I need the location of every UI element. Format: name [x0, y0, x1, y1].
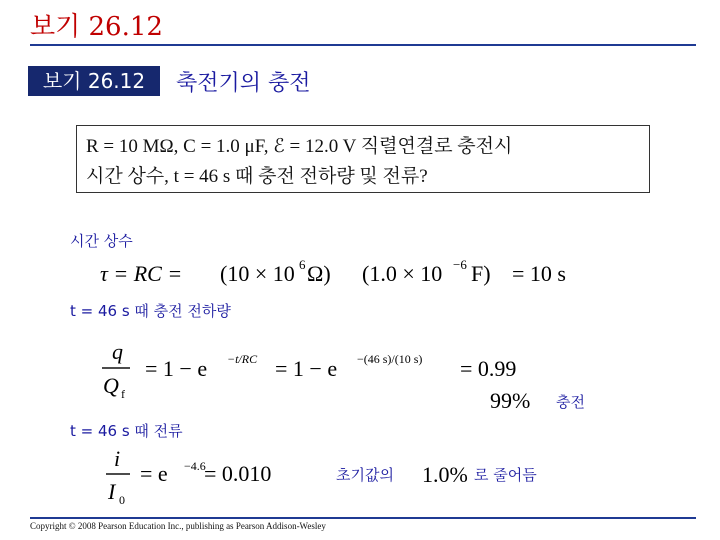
charge-percent	[490, 386, 560, 416]
tau-c-unit: F)	[471, 261, 491, 286]
problem-line-2: 시간 상수, t = 46 s 때 충전 전하량 및 전류?	[86, 166, 428, 187]
tau-r-value: (10 × 10	[220, 261, 295, 286]
charge-numerator: q	[112, 339, 123, 364]
current-eq: = e	[140, 461, 168, 486]
current-numerator: i	[114, 446, 121, 471]
example-badge: 보기 26.12	[28, 66, 160, 96]
charge-result: = 0.99	[460, 356, 517, 381]
tau-lhs: τ = RC =	[100, 261, 183, 286]
slide-title: 보기 26.12	[30, 12, 163, 42]
time-constant-equation	[100, 252, 590, 292]
current-result: = 0.010	[204, 461, 272, 486]
current-label: t = 46 s 때 전류	[70, 422, 183, 440]
tau-result: = 10 s	[512, 261, 566, 286]
charge-eq-2: = 1 − e	[275, 356, 338, 381]
charge-denominator-sub: f	[121, 387, 125, 401]
charge-exp-1: −t/RC	[227, 352, 258, 366]
charge-exp-2: −(46 s)/(10 s)	[357, 352, 423, 366]
svg-text:1.0%: 1.0%	[422, 462, 468, 487]
title-divider	[30, 44, 696, 46]
charge-eq-1: = 1 − e	[145, 356, 208, 381]
current-exp: −4.6	[184, 459, 206, 473]
current-denominator: I	[108, 479, 116, 504]
current-note-prefix: 초기값의	[336, 466, 394, 484]
svg-text:99%: 99%	[490, 388, 531, 413]
tau-c-exp: −6	[453, 257, 467, 272]
charge-label: t = 46 s 때 충전 전하량	[70, 302, 231, 320]
current-percent	[420, 460, 480, 490]
tau-c-value: (1.0 × 10	[362, 261, 443, 286]
footer-divider	[30, 517, 696, 519]
current-denominator-sub: 0	[119, 493, 125, 507]
problem-line-1: R = 10 MΩ, C = 1.0 μF, ℰ = 12.0 V 직렬연결로 충전시	[86, 136, 513, 157]
tau-r-unit: Ω)	[307, 261, 331, 286]
copyright-text: Copyright © 2008 Pearson Education Inc., publishing as Pearson Addison-Wesley	[30, 521, 326, 531]
charge-note: 충전	[556, 393, 585, 411]
example-subtitle: 축전기의 충전	[176, 71, 311, 96]
time-constant-label: 시간 상수	[70, 232, 133, 250]
charge-denominator: Q	[103, 373, 119, 398]
tau-r-exp: 6	[299, 257, 306, 272]
current-equation	[100, 442, 320, 510]
current-note-suffix: 로 줄어듬	[474, 466, 537, 484]
